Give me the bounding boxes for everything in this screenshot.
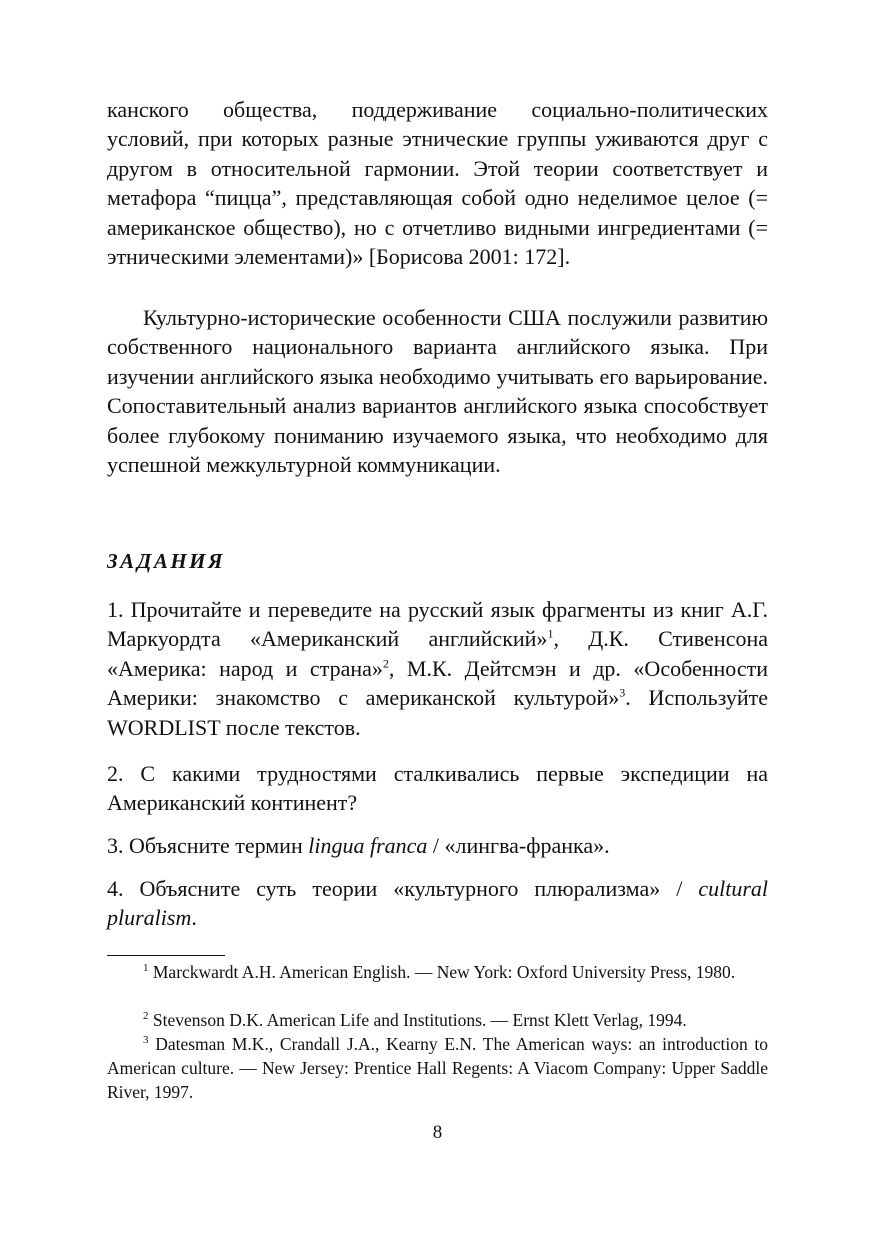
task-3 [107, 831, 768, 860]
footnote-1-text: Marckwardt A.H. American English. — New York: Oxford University Press, 1980. [152, 962, 736, 982]
task-4-text-b: . [191, 905, 197, 931]
paragraph-continuation: канского общества, поддерживание социально-политических условий, при которых разные этнические группы уживаются друг с другом в относительной гармонии. Этой теории соответствует и метафора “пицца”, представляющая собой одно неделимое целое (= американское общество), но с отчетливо видными ингредиентами (= этническими элементами)» [Борисова 2001: 172]. [107, 97, 768, 270]
footnote-ref-3: 3 [619, 685, 626, 700]
task-2: 2. С какими трудностями сталкивались первые экспедиции на Американский континент? [107, 761, 768, 816]
page-number: 8 [432, 1122, 443, 1143]
footnote-ref-2: 2 [382, 656, 389, 671]
footnote-2-number: 2 [143, 1010, 149, 1023]
task-1-text-c: , М.К. Дейтсмэн и др. «Особенности Америки: знакомство с американской культурой» [107, 655, 768, 711]
footnote-1-number: 1 [143, 962, 149, 975]
task-1-text-d: . Используйте WORDLIST после текстов. [107, 685, 769, 740]
task-3-term: lingua franca [308, 833, 428, 858]
task-4 [107, 874, 768, 933]
task-1-text-a: 1. Прочитайте и переведите на русский язык фрагменты из книг А.Г. Маркуордта «Американский английский» [107, 597, 768, 652]
footnote-2 [107, 1008, 768, 1032]
footnote-separator [107, 955, 225, 956]
footnote-1 [107, 960, 768, 984]
section-heading-tasks: ЗАДАНИЯ [107, 549, 225, 573]
task-4-term: cultural pluralism [107, 876, 768, 931]
task-4-text-a: 4. Объясните суть теории «культурного плюрализма» / [107, 876, 699, 901]
footnote-3-number: 3 [143, 1034, 149, 1047]
task-3-text-b: / «лингва-франка». [427, 833, 610, 858]
paragraph-cultural-history: Культурно-исторические особенности США послужили развитию собственного национального варианта английского языка. При изучении английского языка необходимо учитывать его варьирование. Сопоставительный анализ вариантов английского языка способствует более глубокому пониманию изучаемого языка, что необходимо для успешной межкультурной коммуникации. [107, 305, 768, 478]
task-1 [107, 595, 768, 742]
footnote-2-text: Stevenson D.K. American Life and Institutions. — Ernst Klett Verlag, 1994. [152, 1010, 687, 1030]
footnote-3 [107, 1032, 768, 1104]
footnote-3-text: Datesman M.K., Crandall J.A., Kearny E.N. The American ways: an introduction to American culture. — New Jersey: Prentice Hall Regents: A Viacom Company: Upper Saddle River, 1997. [107, 1034, 769, 1102]
task-1-text-b: , Д.К. Стивенсона «Америка: народ и страна» [107, 626, 768, 681]
footnote-ref-1: 1 [547, 627, 554, 642]
task-3-text-a: 3. Объясните термин [107, 833, 309, 858]
